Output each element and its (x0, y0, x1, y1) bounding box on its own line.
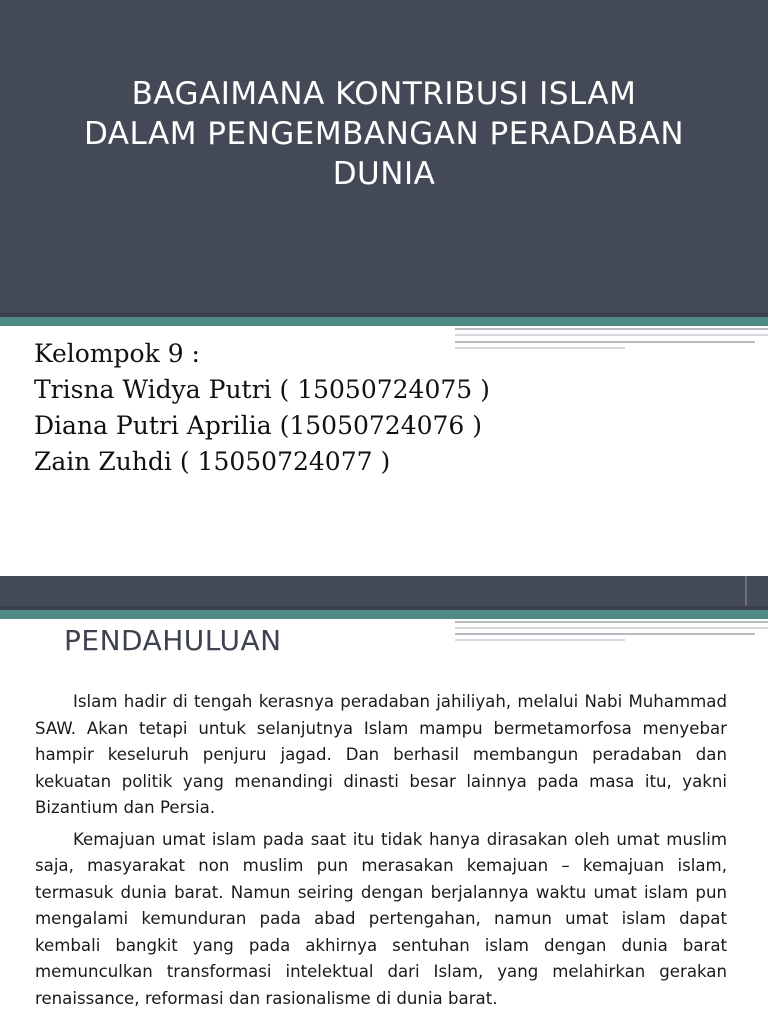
decor-line (455, 627, 768, 629)
slide-title-text: BAGAIMANA KONTRIBUSI ISLAM DALAM PENGEMBANGAN PERADABAN DUNIA (83, 76, 685, 192)
decor-line (455, 621, 768, 623)
decor-line (540, 328, 768, 330)
section-heading: PENDAHULUAN (64, 624, 282, 657)
body-text (35, 689, 727, 1017)
divider-accent-stripe (0, 317, 768, 326)
decor-line (455, 633, 755, 635)
member-item: Trisna Widya Putri ( 15050724075 ) (34, 375, 490, 404)
decor-line (455, 639, 625, 641)
member-item: Zain Zuhdi ( 15050724077 ) (34, 447, 391, 476)
member-list (34, 336, 734, 480)
header-band (0, 576, 768, 606)
member-item: Diana Putri Aprilia (15050724076 ) (34, 411, 483, 440)
title-band (0, 0, 768, 313)
paragraph: Islam hadir di tengah kerasnya peradaban jahiliyah, melalui Nabi Muhammad SAW. Akan tetapi untuk selanjutnya Islam mampu bermetamorfosa menyebar hampir keseluruh penjuru jagad. Dan berhasil membangun peradaban dan kekuatan politik yang menandingi dinasti besar lainnya pada masa itu, yakni Bizantium dan Persia. (35, 692, 727, 817)
paragraph: Kemajuan umat islam pada saat itu tidak hanya dirasakan oleh umat muslim saja, masyarakat non muslim pun merasakan kemajuan – kemajuan islam, termasuk dunia barat. Namun seiring dengan berjalannya waktu umat islam pun mengalami kemunduran pada abad pertengahan, namun umat islam dapat kembali bangkit yang pada akhirnya sentuhan islam dengan dunia barat memunculkan transformasi intelektual dari Islam, yang melahirkan gerakan renaissance, reformasi dan rasionalisme di dunia barat. (35, 829, 727, 1008)
group-label: Kelompok 9 : (34, 339, 200, 368)
decor-line (745, 576, 747, 606)
divider-accent-stripe (0, 610, 768, 619)
slide-introduction (0, 576, 768, 1024)
